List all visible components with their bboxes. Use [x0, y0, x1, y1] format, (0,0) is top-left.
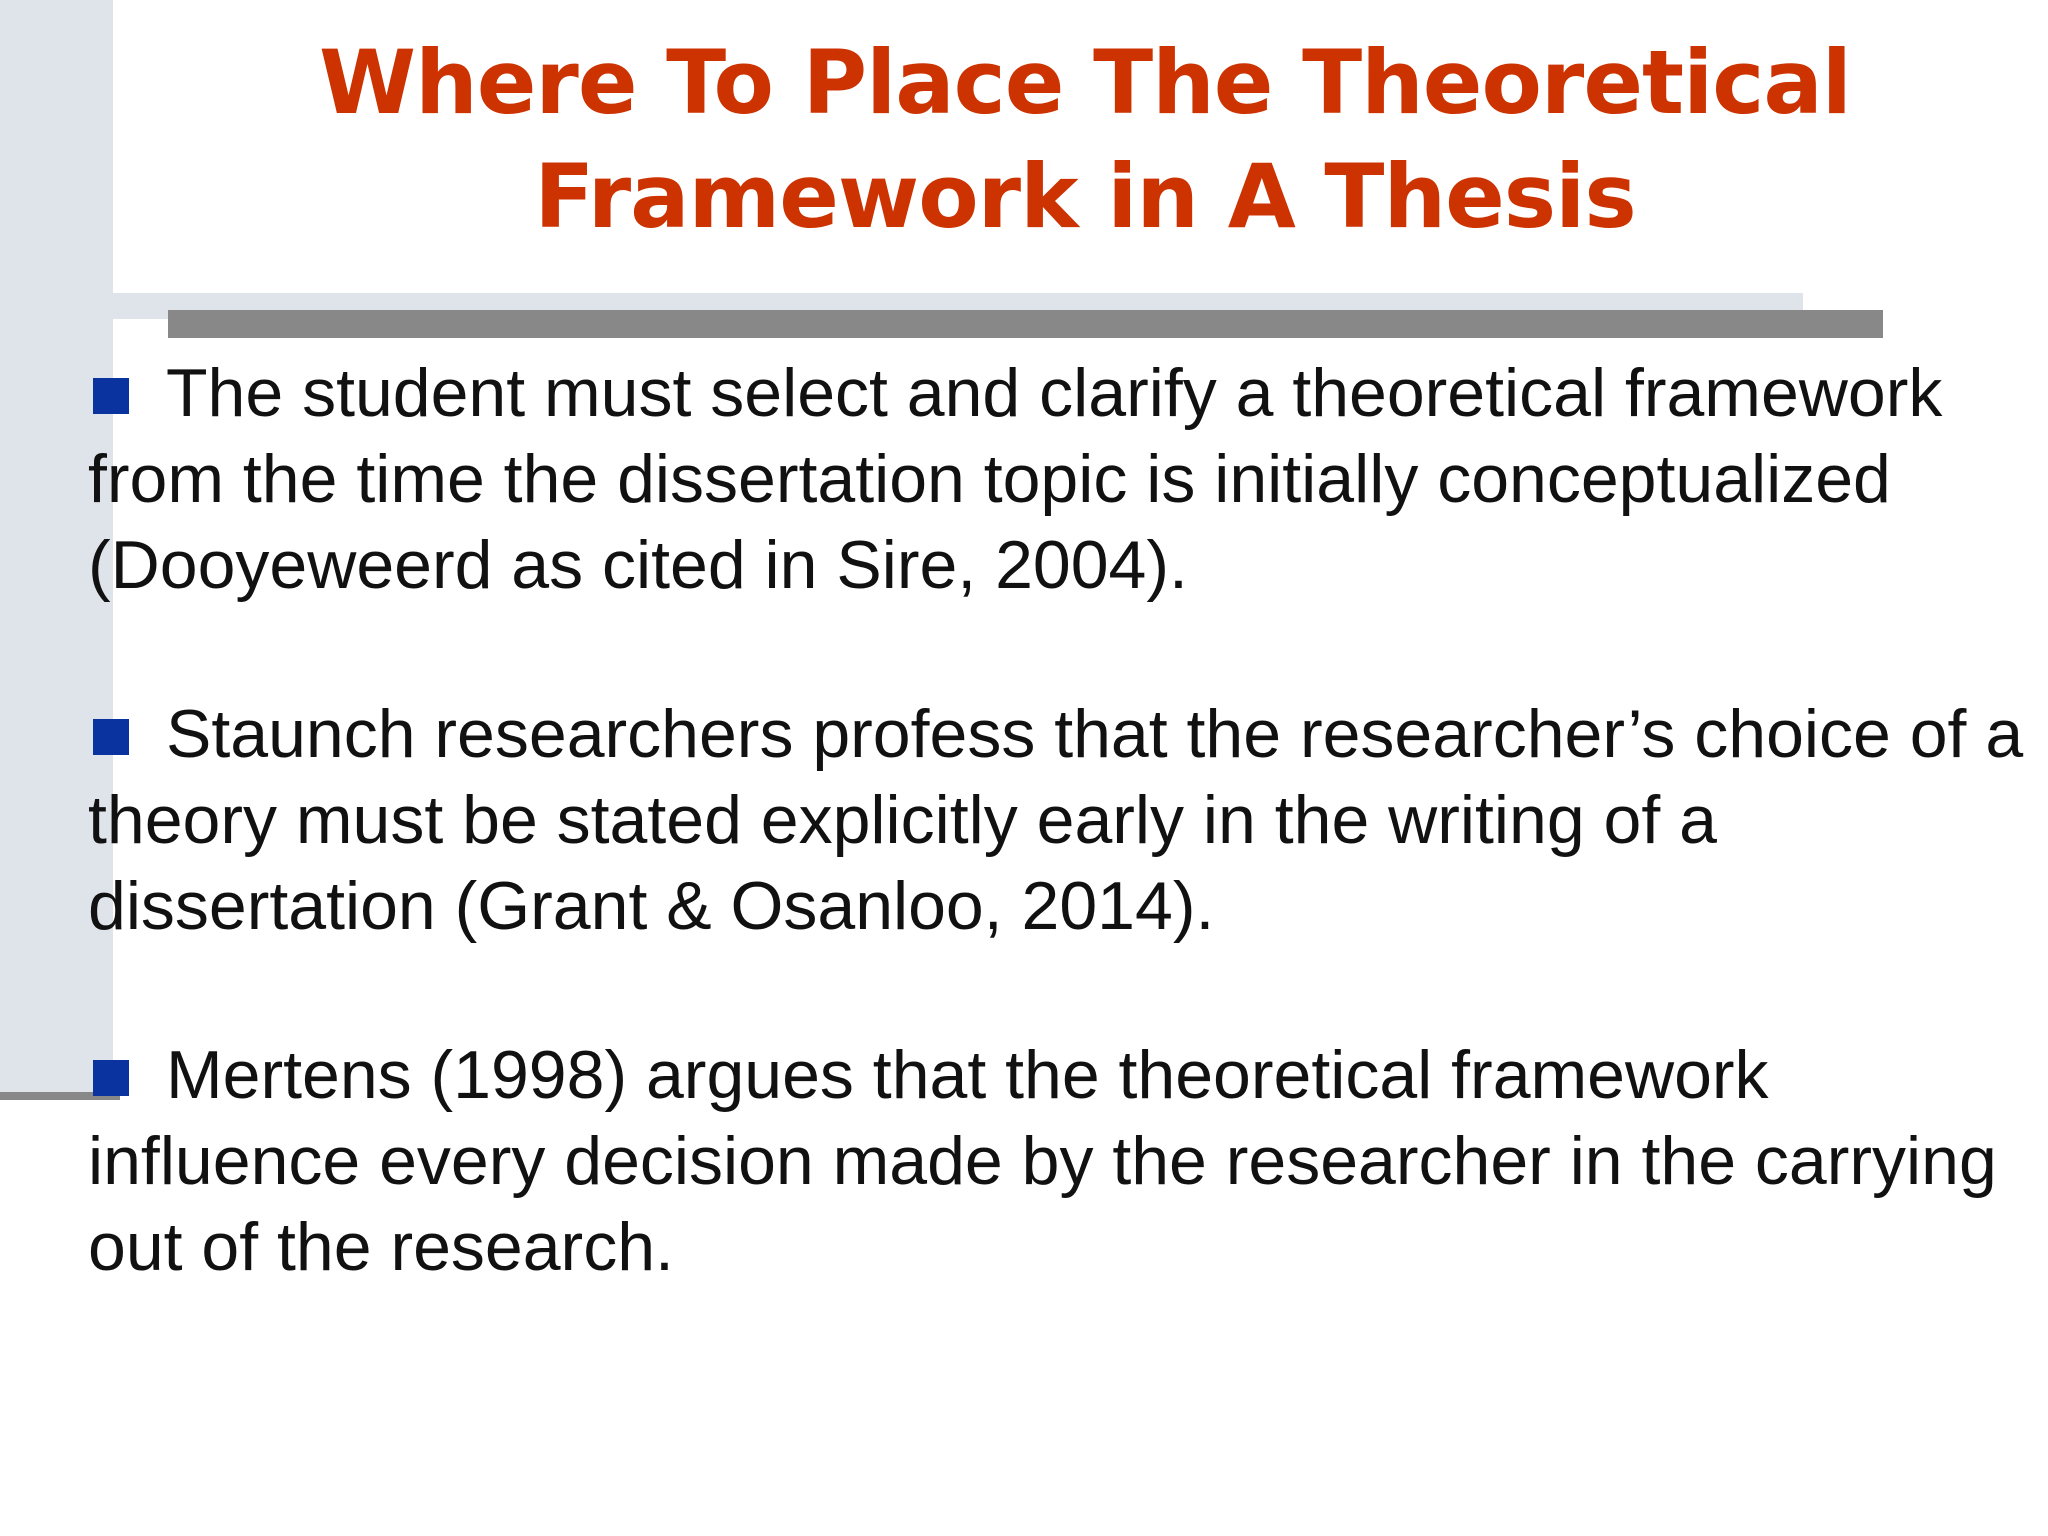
square-bullet-icon — [93, 1060, 129, 1096]
slide-title-line-1: Where To Place The Theoretical — [319, 31, 1851, 134]
bullet-list — [88, 350, 2038, 1373]
slide-title-line-2: Framework in A Thesis — [534, 145, 1636, 248]
square-bullet-icon — [93, 719, 129, 755]
bullet-text: Staunch researchers profess that the researcher’s choice of a theory must be stated explicitly early in the writing of a dissertation (Grant & Osanloo, 2014). — [88, 696, 2024, 944]
bullet-item — [88, 1032, 2038, 1290]
square-bullet-icon — [93, 378, 129, 414]
slide-title — [250, 26, 1920, 254]
title-divider-rule — [168, 310, 1883, 338]
bullet-text: Mertens (1998) argues that the theoretical framework influence every decision made by the researcher in the carrying out of the research. — [88, 1037, 1997, 1285]
bullet-item — [88, 691, 2038, 949]
bullet-text: The student must select and clarify a theoretical framework from the time the dissertation topic is initially conceptualized (Dooyeweerd as cited in Sire, 2004). — [88, 355, 1943, 603]
bullet-item — [88, 350, 2038, 608]
